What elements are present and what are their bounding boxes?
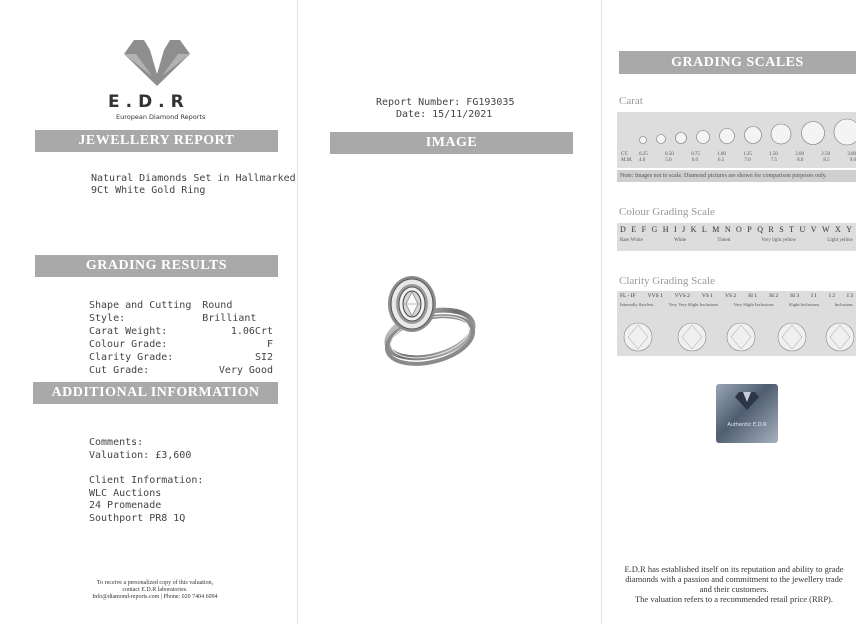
clarity-grade: VS 2 [725,293,737,299]
grading-results-list [89,299,273,377]
colour-letter: N [724,225,732,234]
clarity-group: Very Slight Inclusions [733,302,774,307]
colour-letter: Y [846,225,853,234]
carat-scale [617,112,856,168]
carat-diamonds-icon [637,118,856,148]
clarity-grade: VS 1 [701,293,714,299]
clarity-group: Inclusions [834,302,853,307]
grading-scales-header: GRADING SCALES [619,51,856,74]
client-line: 24 Promenade [89,500,162,511]
grading-value: Round Brilliant [202,300,257,324]
clarity-scale [617,291,856,356]
clarity-grade: VVS 1 [647,293,663,299]
statement-line: The valuation refers to a recommended retail price (RRP). [634,594,834,604]
grading-row-shape [89,299,273,325]
colour-letter: K [690,225,698,234]
grading-label: Cut Grade: [89,365,150,376]
colour-letter: S [779,225,785,234]
carat-ct-value: 1.50 [769,152,778,157]
carat-row-labels [621,152,632,164]
carat-mm-value: 4.0 [639,158,646,163]
colour-letter: L [701,225,708,234]
clarity-grade: SI 2 [769,293,779,299]
report-number: Report Number: FG193035 [376,97,515,108]
hologram-text: Authentic E.D.R [727,422,767,428]
clarity-grade: VVS 2 [674,293,690,299]
jewellery-report-header: JEWELLERY REPORT [35,130,278,152]
colour-letter: F [641,225,648,234]
carat-ct-value: 2.00 [795,152,804,157]
grading-row-cut [89,364,273,377]
hologram-logo-icon [735,392,759,410]
colour-scale [617,223,856,251]
carat-mm-value: 8.0 [797,158,804,163]
colour-group: Rare White [620,238,643,243]
comments-label: Comments: [89,437,144,448]
colour-letter: J [682,225,687,234]
colour-group: Tinted [717,238,731,243]
colour-letter: T [789,225,796,234]
colour-letter: R [768,225,775,234]
colour-letter: V [810,225,818,234]
colour-letter: G [651,225,659,234]
colour-group: Very light yellow [761,238,797,243]
statement-line: diamonds with a passion and commitment to the jewellery trade [625,574,843,584]
fold-line-right [601,0,602,624]
carat-mm-value: 5.0 [665,158,672,163]
colour-letter: U [799,225,807,234]
clarity-diamonds-icon [617,319,856,355]
carat-ct-value: 0.50 [665,152,674,157]
footer-line: contact E.D.R laboratories. [122,587,188,593]
colour-letter: P [747,225,753,234]
statement-line: and their customers. [699,584,769,594]
footer-line: To receive a personalized copy of this valuation, [96,580,214,586]
grading-label: Carat Weight: [89,326,168,337]
clarity-title: Clarity Grading Scale [619,275,715,287]
carat-mm-label: M.M. [621,158,633,163]
carat-mm-value: 6.0 [691,158,698,163]
colour-letter: H [662,225,670,234]
grading-row-colour [89,338,273,351]
statement-line: E.D.R has established itself on its reputation and ability to grade [624,564,844,574]
colour-group: Light yellow [827,238,853,243]
clarity-grade: FL - IF [620,293,636,299]
client-info-label: Client Information: [89,475,204,486]
edr-statement [612,564,856,604]
colour-letter: M [712,225,721,234]
carat-mm-value: 8.5 [823,158,830,163]
logo-letters: E.D.R [108,92,190,112]
ring-photo [368,268,478,372]
grading-label: Shape and Cutting Style: [89,300,192,324]
fold-line-left [297,0,298,624]
carat-title: Carat [619,95,643,107]
description-line: 9Ct White Gold Ring [91,185,206,196]
hologram-seal [716,384,778,443]
carat-ct-label: CT. [621,152,629,157]
colour-letter: W [821,225,831,234]
additional-info [89,437,203,525]
logo-subtitle: European Diamond Reports [116,113,206,121]
colour-letter: I [673,225,678,234]
colour-letter: O [736,225,743,234]
carat-mm-value: 9.0 [849,158,856,163]
carat-values [639,152,856,164]
grading-value: SI2 [254,352,273,363]
colour-title: Colour Grading Scale [619,206,715,218]
grading-value: Very Good [218,365,273,376]
grading-value: 1.06Crt [230,326,273,337]
contact-footer [70,580,240,601]
colour-letter: D [620,225,627,234]
clarity-group: Slight Inclusions [788,302,820,307]
clarity-grade: SI 3 [790,293,800,299]
grading-row-carat [89,325,273,338]
item-description [91,173,296,197]
diamond-logo-icon [124,40,190,86]
grading-label: Colour Grade: [89,339,168,350]
carat-ct-value: 3.00 [847,152,856,157]
clarity-grade: I 1 [811,293,818,299]
report-meta [376,97,514,121]
colour-letter: Q [757,225,764,234]
clarity-grade: I 3 [846,293,853,299]
carat-ct-value: 0.25 [639,152,648,157]
description-line: Natural Diamonds Set in Hallmarked [91,173,296,184]
carat-mm-value: 7.0 [744,158,751,163]
clarity-grade: I 2 [829,293,835,299]
carat-ct-value: 0.75 [691,152,700,157]
grading-row-clarity [89,351,273,364]
carat-mm-value: 7.5 [770,158,777,163]
additional-info-header: ADDITIONAL INFORMATION [33,382,278,404]
carat-ct-value: 2.50 [821,152,830,157]
colour-group: White [673,238,687,243]
grading-label: Clarity Grade: [89,352,174,363]
client-line: Southport PR8 1Q [89,512,186,524]
clarity-grade: SI 1 [748,293,758,299]
colour-letter: X [834,225,842,234]
clarity-group: Internally flawless [620,302,654,307]
clarity-group: Very Very Slight Inclusions [668,302,719,307]
carat-ct-value: 1.00 [717,152,726,157]
grading-results-header: GRADING RESULTS [35,255,278,277]
carat-ct-value: 1.25 [743,152,752,157]
client-line: WLC Auctions [89,487,162,499]
carat-note: Note: Images not to scale. Diamond pictures are shown for comparison purposes only. [617,170,856,182]
colour-letter: E [631,225,638,234]
footer-line: Info@diamond-reports.com | Phone: 020 7404 6094 [92,594,218,600]
carat-mm-value: 6.5 [718,158,725,163]
grading-value: F [266,339,273,350]
valuation-text: Valuation: £3,600 [89,449,192,461]
report-date: Date: 15/11/2021 [396,109,493,120]
image-header: IMAGE [330,132,573,154]
